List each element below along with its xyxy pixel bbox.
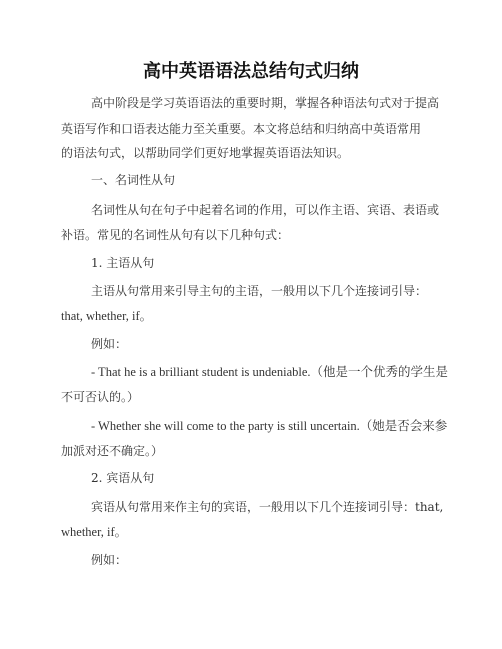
sub1-example1-line-1: - That he is a brilliant student is undeniable.（他是一个优秀的学生是 <box>91 365 449 379</box>
subsection-heading-object-clause: 2. 宾语从句 <box>91 471 155 485</box>
sub1-example2-line-1: - Whether she will come to the party is still uncertain.（她是否会来参 <box>91 419 448 433</box>
sub1-example2-line-2: 加派对还不确定。） <box>61 444 164 458</box>
sub1-paragraph-line-2: that, whether, if。 <box>61 309 153 323</box>
sub1-paragraph-line-1: 主语从句常用来引导主句的主语，一般用以下几个连接词引导： <box>91 284 428 298</box>
intro-line-1: 高中阶段是学习英语语法的重要时期，掌握各种语法句式对于提高 <box>91 96 440 110</box>
sub2-paragraph-line-2: whether, if。 <box>61 525 128 539</box>
section1-paragraph-line-1: 名词性从句在句子中起着名词的作用，可以作主语、宾语、表语或 <box>91 203 440 217</box>
document-title: 高中英语语法总结句式归纳 <box>143 61 359 82</box>
sub2-example-label: 例如： <box>91 553 128 567</box>
section1-paragraph-line-2: 补语。常见的名词性从句有以下几种句式： <box>61 228 290 242</box>
sub1-example1-line-2: 不可否认的。） <box>61 390 140 404</box>
section-heading-noun-clause: 一、名词性从句 <box>91 173 176 187</box>
sub1-example-label: 例如： <box>91 337 128 351</box>
subsection-heading-subject-clause: 1. 主语从句 <box>91 256 155 270</box>
intro-line-2: 英语写作和口语表达能力至关重要。本文将总结和归纳高中英语常用 <box>61 122 422 136</box>
sub2-paragraph-line-1: 宾语从句常用来作主句的宾语，一般用以下几个连接词引导：that, <box>91 500 444 514</box>
intro-line-3: 的语法句式，以帮助同学们更好地掌握英语语法知识。 <box>61 146 350 160</box>
